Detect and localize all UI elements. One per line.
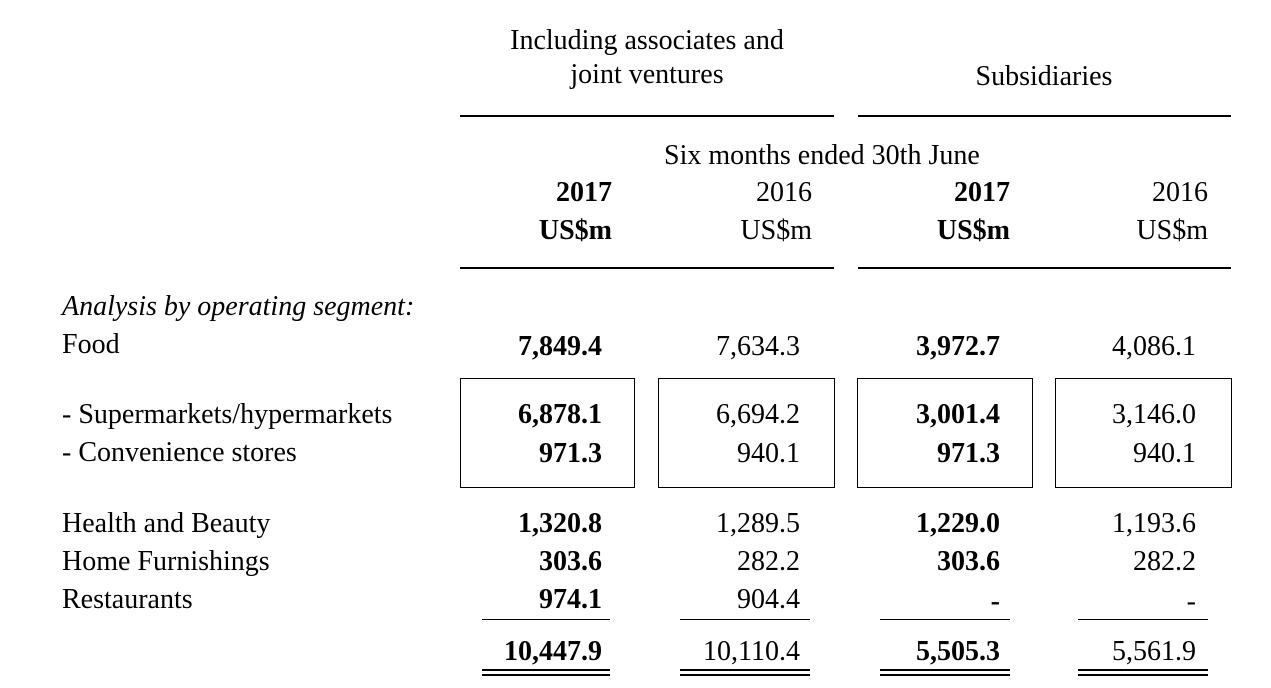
period-label: Six months ended 30th June [664,140,980,171]
total-2017-subsidiaries: 5,505.3 [916,636,1000,667]
cell-home-2017-subsidiaries: 303.6 [937,546,1000,577]
group-header-associates-line1: Including associates and [510,25,784,56]
total-2016-subsidiaries: 5,561.9 [1112,636,1196,667]
subtotal-rule-2016-subsidiaries [1078,619,1208,620]
total-double-rule-1-2016-associates [680,669,810,671]
cell-home-2016-associates: 282.2 [737,546,800,577]
col-year-2016-associates: 2016 [756,177,812,208]
highlight-box-2016-subsidiaries [1055,378,1232,488]
group-header-associates [460,24,834,92]
total-double-rule-1-2017-subsidiaries [880,669,1010,671]
header-rule-subsidiaries [858,115,1231,117]
row-label-home-furnishings: Home Furnishings [62,546,270,577]
cell-home-2017-associates: 303.6 [539,546,602,577]
row-label-food: Food [62,329,120,360]
cell-convenience-2016-associates: 940.1 [737,438,800,469]
section-label: Analysis by operating segment: [62,291,415,322]
cell-food-2017-associates: 7,849.4 [518,331,602,362]
cell-food-2017-subsidiaries: 3,972.7 [916,331,1000,362]
col-year-2016-subsidiaries: 2016 [1152,177,1208,208]
total-2017-associates: 10,447.9 [504,636,602,667]
column-header-rule-subsidiaries [858,267,1231,269]
subtotal-rule-2016-associates [680,619,810,620]
subtotal-rule-2017-associates [482,619,610,620]
total-double-rule-2-2016-associates [680,674,810,676]
col-unit-2016-associates: US$m [740,215,812,246]
total-double-rule-2-2017-subsidiaries [880,674,1010,676]
highlight-box-2016-associates [658,378,835,488]
cell-health-2017-subsidiaries: 1,229.0 [916,508,1000,539]
column-header-rule-associates [460,267,834,269]
cell-supermarkets-2017-subsidiaries: 3,001.4 [916,399,1000,430]
cell-restaurants-2016-associates: 904.4 [737,584,800,615]
row-label-supermarkets: - Supermarkets/hypermarkets [62,399,393,430]
cell-convenience-2016-subsidiaries: 940.1 [1133,438,1196,469]
cell-supermarkets-2016-associates: 6,694.2 [716,399,800,430]
col-year-2017-subsidiaries: 2017 [954,177,1010,208]
total-double-rule-1-2017-associates [482,669,610,671]
cell-restaurants-2016-subsidiaries: - [1186,586,1196,617]
total-double-rule-2-2017-associates [482,674,610,676]
cell-home-2016-subsidiaries: 282.2 [1133,546,1196,577]
group-header-subsidiaries: Subsidiaries [975,61,1113,92]
row-label-convenience: - Convenience stores [62,437,297,468]
row-label-health-beauty: Health and Beauty [62,508,271,539]
total-double-rule-1-2016-subsidiaries [1078,669,1208,671]
cell-convenience-2017-subsidiaries: 971.3 [937,438,1000,469]
cell-food-2016-subsidiaries: 4,086.1 [1112,331,1196,362]
cell-convenience-2017-associates: 971.3 [539,438,602,469]
row-label-restaurants: Restaurants [62,584,193,615]
total-2016-associates: 10,110.4 [703,636,800,667]
cell-restaurants-2017-subsidiaries: - [990,586,1000,617]
cell-restaurants-2017-associates: 974.1 [539,584,602,615]
col-year-2017-associates: 2017 [556,177,612,208]
cell-food-2016-associates: 7,634.3 [716,331,800,362]
cell-health-2016-subsidiaries: 1,193.6 [1112,508,1196,539]
col-unit-2017-subsidiaries: US$m [936,215,1010,246]
cell-health-2016-associates: 1,289.5 [716,508,800,539]
highlight-box-2017-associates [460,378,635,488]
highlight-box-2017-subsidiaries [857,378,1033,488]
header-rule-associates [460,115,834,117]
total-double-rule-2-2016-subsidiaries [1078,674,1208,676]
col-unit-2016-subsidiaries: US$m [1136,215,1208,246]
col-unit-2017-associates: US$m [538,215,612,246]
group-header-associates-line2: joint ventures [570,59,724,90]
cell-supermarkets-2016-subsidiaries: 3,146.0 [1112,399,1196,430]
cell-health-2017-associates: 1,320.8 [518,508,602,539]
subtotal-rule-2017-subsidiaries [880,619,1010,620]
cell-supermarkets-2017-associates: 6,878.1 [518,399,602,430]
